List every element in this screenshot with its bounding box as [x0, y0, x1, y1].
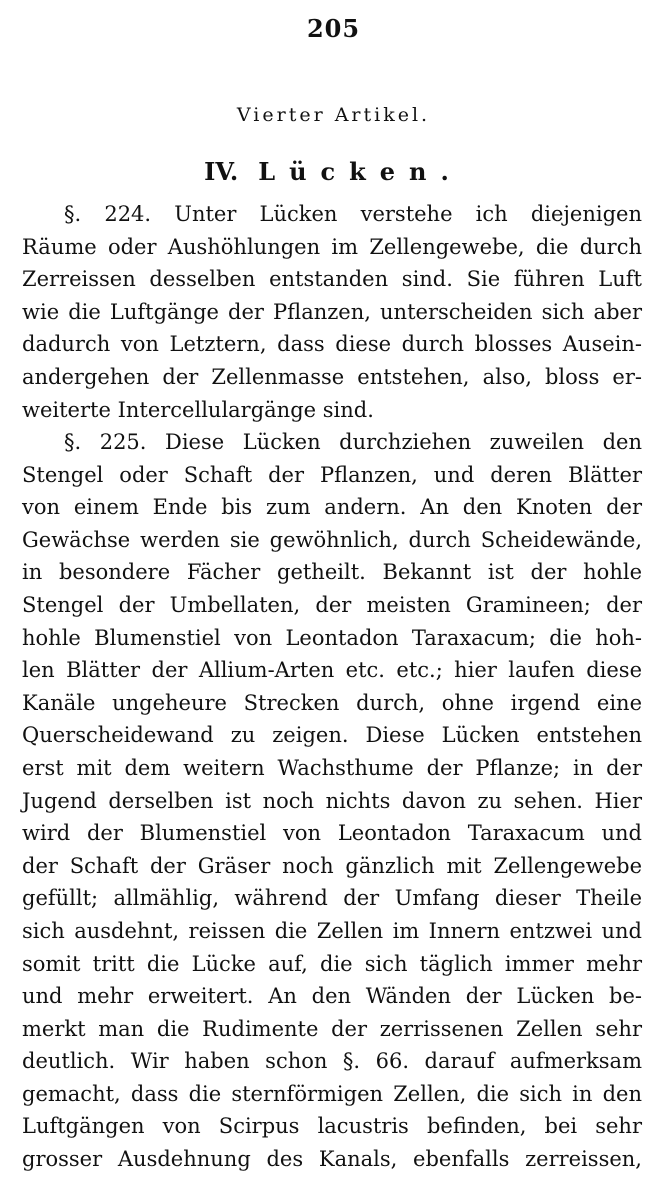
page-number: 205 [306, 14, 361, 43]
text-line: Kanäle ungeheure Strecken durch, ohne irgend eine [22, 690, 642, 715]
text-line: hohle Blumenstiel von Leontadon Taraxacum; die hoh- [22, 625, 642, 650]
text-line: der Schaft der Gräser noch gänzlich mit Zellengewebe [22, 853, 642, 878]
text-line: Luftgängen von Scirpus lacustris befinden, bei sehr [22, 1114, 642, 1139]
text-line: merkt man die Rudimente der zerrissenen Zellen sehr [22, 1016, 642, 1041]
paragraph-225 [22, 426, 642, 1176]
text-line: von einem Ende bis zum andern. An den Knoten der [22, 495, 642, 520]
text-line: Räume oder Aushöhlungen im Zellengewebe, die durch [22, 234, 642, 259]
text-line: gemacht, dass die sternförmigen Zellen, die sich in den [22, 1081, 642, 1106]
text-line: Querscheidewand zu zeigen. Diese Lücken entstehen [22, 723, 642, 748]
text-line: dadurch von Letztern, dass diese durch blosses Ausein- [22, 332, 642, 357]
section-numeral: IV. [204, 157, 239, 186]
text-line: erst mit dem weitern Wachsthume der Pflanze; in der [22, 755, 642, 780]
section-title-word: Lücken. [258, 157, 463, 186]
text-line: und mehr erweitert. An den Wänden der Lücken be- [22, 984, 642, 1009]
text-line: weiterte Intercellulargänge sind. [22, 397, 374, 422]
text-line: wie die Luftgänge der Pflanzen, unterscheiden sich aber [22, 299, 642, 324]
text-line: §. 225. Diese Lücken durchziehen zuweilen den [64, 430, 642, 454]
text-line: in besondere Fächer getheilt. Bekannt ist der hohle [22, 560, 642, 585]
text-line: Stengel der Umbellaten, der meisten Gramineen; der [22, 592, 642, 617]
article-heading: Vierter Artikel. [236, 104, 431, 126]
section-title [0, 157, 667, 186]
text-line: grosser Ausdehnung des Kanals, ebenfalls zerreissen, [22, 1147, 642, 1172]
text-line: §. 224. Unter Lücken verstehe ich diejenigen [64, 202, 642, 226]
text-line: deutlich. Wir haben schon §. 66. darauf aufmerksam [22, 1049, 642, 1074]
text-line: somit tritt die Lücke auf, die sich täglich immer mehr [22, 951, 642, 976]
text-line: andergehen der Zellenmasse entstehen, also, bloss er- [22, 364, 642, 389]
text-line: len Blätter der Allium-Arten etc. etc.; hier laufen diese [22, 658, 642, 683]
text-line: Stengel oder Schaft der Pflanzen, und deren Blätter [22, 462, 642, 487]
text-line: Jugend derselben ist noch nichts davon zu sehen. Hier [22, 788, 642, 813]
paragraph-224 [22, 198, 642, 426]
text-line: Gewächse werden sie gewöhnlich, durch Scheidewände, [22, 527, 642, 552]
text-line: Zerreissen desselben entstanden sind. Sie führen Luft [22, 267, 642, 292]
text-line: sich ausdehnt, reissen die Zellen im Innern entzwei und [22, 918, 642, 943]
text-line: gefüllt; allmählig, während der Umfang dieser Theile [22, 886, 642, 911]
text-line: wird der Blumenstiel von Leontadon Taraxacum und [22, 821, 642, 846]
